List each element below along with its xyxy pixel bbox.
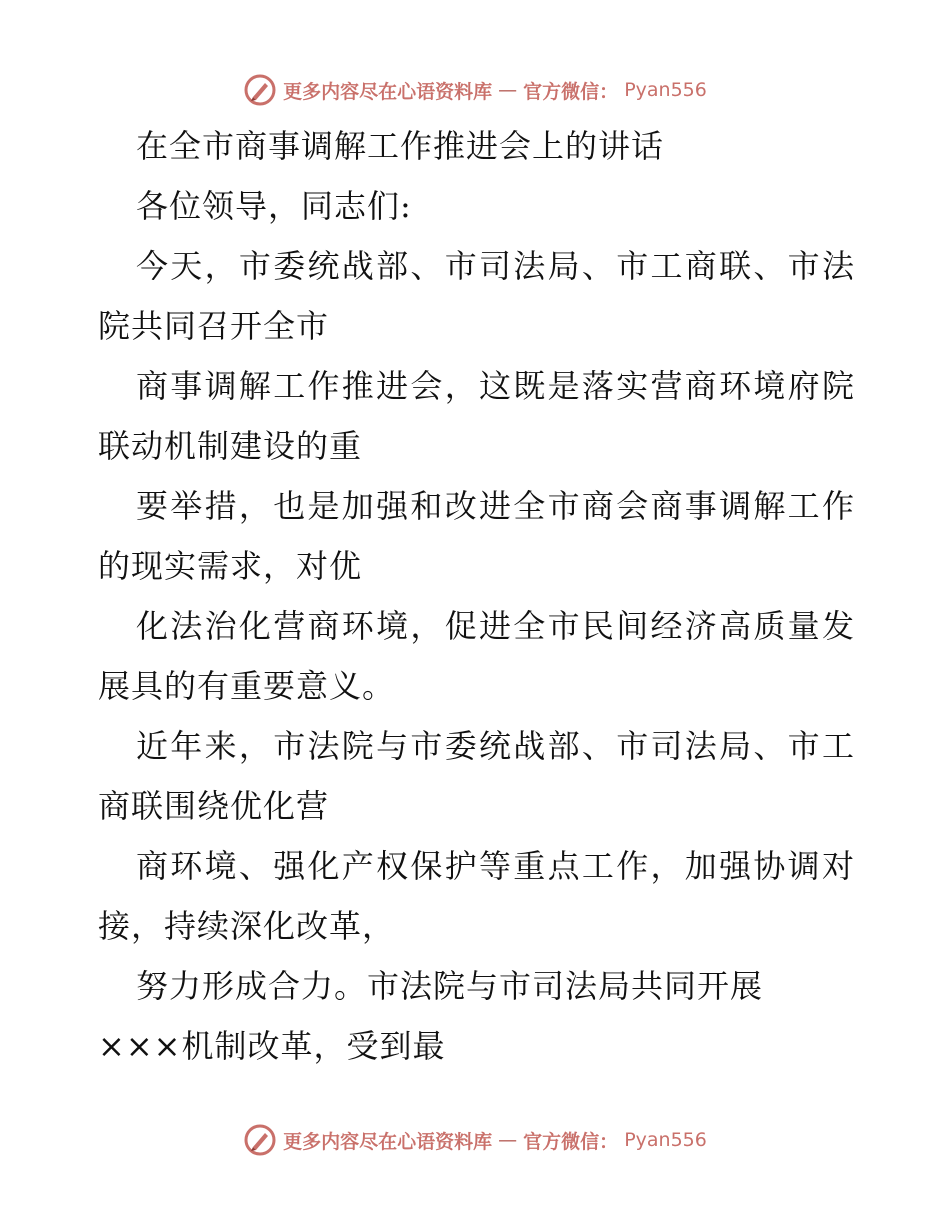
document-title: 在全市商事调解工作推进会上的讲话 xyxy=(136,127,665,165)
text-line: 联动机制建设的重 xyxy=(98,427,363,465)
text-line: 化法治化营商环境，促进全市民间经济高质量发 xyxy=(136,607,854,645)
text-line: 的现实需求，对优 xyxy=(98,547,363,585)
text-line: 商事调解工作推进会，这既是落实营商环境府院 xyxy=(136,367,854,405)
pen-logo-icon xyxy=(243,1123,277,1157)
text-line: 商联围绕优化营 xyxy=(98,787,330,825)
pen-logo-icon xyxy=(243,73,277,107)
paragraph-lines xyxy=(98,242,854,1070)
watermark-site-text: 更多内容尽在心语资料库 xyxy=(283,1130,493,1153)
watermark-dash: — xyxy=(498,79,518,101)
text-line: ×××机制改革，受到最 xyxy=(98,1027,446,1065)
watermark-dash: — xyxy=(498,1129,518,1151)
text-line: 院共同召开全市 xyxy=(98,307,330,345)
watermark-footer xyxy=(0,1120,950,1160)
watermark-account: Pyan556 xyxy=(624,79,707,101)
text-line: 近年来，市法院与市委统战部、市司法局、市工 xyxy=(136,727,854,765)
watermark-label: 官方微信： xyxy=(523,1130,619,1153)
text-line: 接，持续深化改革， xyxy=(98,907,396,945)
document-body xyxy=(98,122,854,1082)
watermark-header xyxy=(0,70,950,110)
salutation: 各位领导，同志们: xyxy=(136,187,412,225)
text-line: 要举措，也是加强和改进全市商会商事调解工作 xyxy=(136,487,854,525)
text-line: 商环境、强化产权保护等重点工作，加强协调对 xyxy=(136,847,854,885)
watermark-account: Pyan556 xyxy=(624,1129,707,1151)
text-line: 展具的有重要意义。 xyxy=(98,667,396,705)
text-line: 努力形成合力。市法院与市司法局共同开展 xyxy=(136,967,764,1005)
watermark-label: 官方微信： xyxy=(523,80,619,103)
text-line: 今天，市委统战部、市司法局、市工商联、市法 xyxy=(136,247,854,285)
watermark-site-text: 更多内容尽在心语资料库 xyxy=(283,80,493,103)
